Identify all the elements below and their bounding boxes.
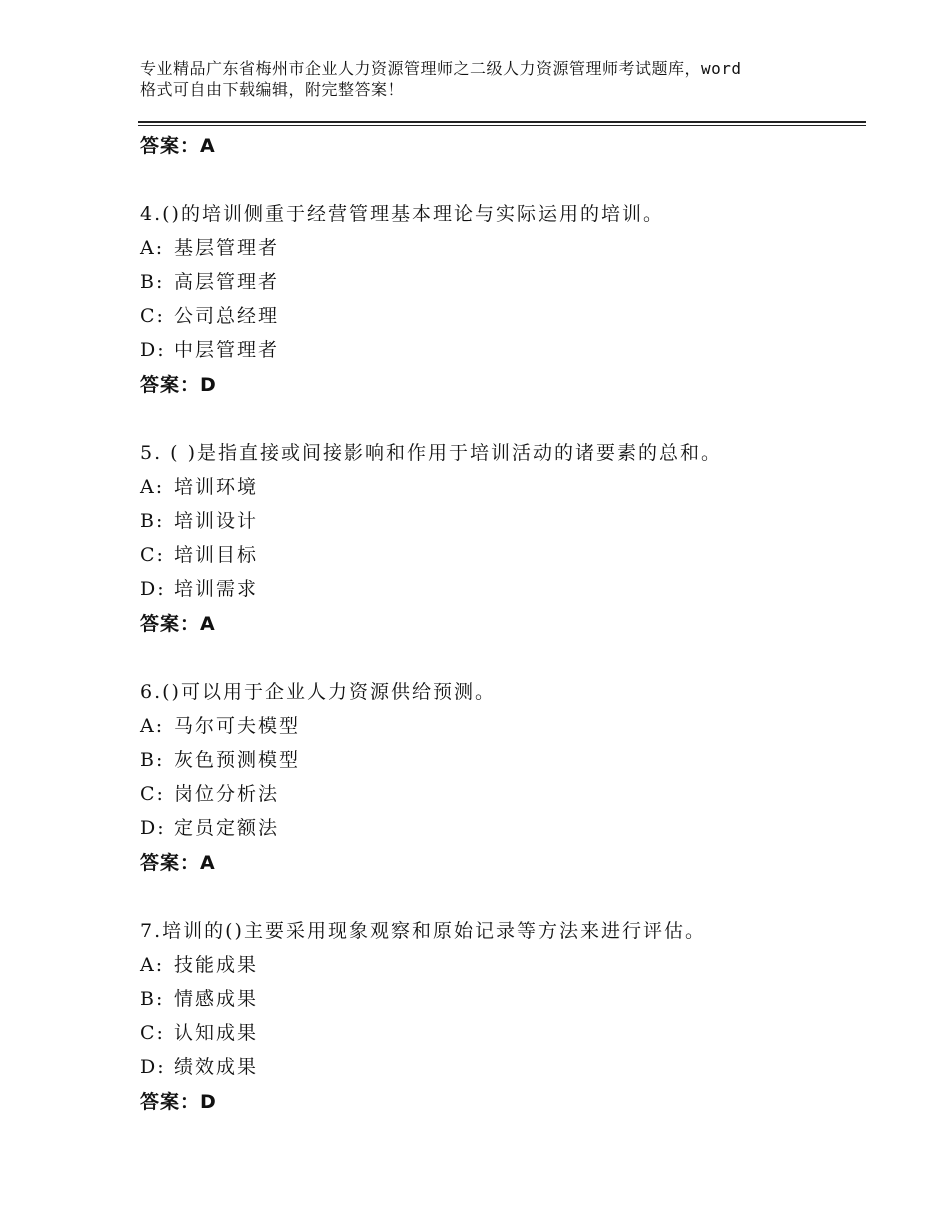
question-5-answer: 答案：A xyxy=(140,613,216,635)
question-5-option-d xyxy=(140,574,258,601)
option-key: D: xyxy=(140,339,166,361)
question-6-answer: 答案：A xyxy=(140,852,216,874)
question-4: 4.()的培训侧重于经营管理基本理论与实际运用的培训。 xyxy=(140,203,664,225)
option-key: C: xyxy=(140,305,165,327)
question-4-option-d xyxy=(140,335,279,362)
header-rule-thin xyxy=(138,125,866,126)
question-5-option-a xyxy=(140,472,258,499)
question-4-option-b xyxy=(140,267,279,294)
option-key: B: xyxy=(140,749,165,771)
question-7: 7.培训的()主要采用现象观察和原始记录等方法来进行评估。 xyxy=(140,920,706,942)
header-rule-thick xyxy=(138,121,866,123)
option-key: B: xyxy=(140,510,165,532)
document-header xyxy=(140,58,830,100)
option-text: 基层管理者 xyxy=(174,237,280,259)
option-text: 绩效成果 xyxy=(174,1056,259,1078)
question-7-option-b xyxy=(140,984,258,1011)
question-6-option-b xyxy=(140,745,300,772)
option-text: 培训目标 xyxy=(174,544,259,566)
question-5-option-b xyxy=(140,506,258,533)
question-5-option-c xyxy=(140,540,258,567)
option-text: 高层管理者 xyxy=(174,271,280,293)
question-4-option-c xyxy=(140,301,279,328)
question-6-option-d xyxy=(140,813,279,840)
option-text: 公司总经理 xyxy=(174,305,280,327)
option-text: 中层管理者 xyxy=(174,339,280,361)
question-6-option-a xyxy=(140,711,300,738)
option-text: 技能成果 xyxy=(174,954,259,976)
option-key: C: xyxy=(140,1022,165,1044)
option-text: 马尔可夫模型 xyxy=(174,715,301,737)
question-7-option-d xyxy=(140,1052,258,1079)
question-7-option-c xyxy=(140,1018,258,1045)
option-key: D: xyxy=(140,817,166,839)
option-text: 情感成果 xyxy=(174,988,259,1010)
option-text: 培训环境 xyxy=(174,476,259,498)
header-line-2: 格式可自由下载编辑，附完整答案！ xyxy=(140,80,405,99)
previous-answer: 答案：A xyxy=(140,135,216,157)
header-line-1: 专业精品广东省梅州市企业人力资源管理师之二级人力资源管理师考试题库，word xyxy=(140,59,742,78)
option-key: C: xyxy=(140,544,165,566)
option-key: B: xyxy=(140,988,165,1010)
question-6-option-c xyxy=(140,779,279,806)
option-key: D: xyxy=(140,578,166,600)
question-7-answer: 答案：D xyxy=(140,1091,217,1113)
question-6: 6.()可以用于企业人力资源供给预测。 xyxy=(140,681,496,703)
option-text: 培训设计 xyxy=(174,510,259,532)
option-key: D: xyxy=(140,1056,166,1078)
option-text: 培训需求 xyxy=(174,578,259,600)
option-text: 认知成果 xyxy=(174,1022,259,1044)
option-text: 灰色预测模型 xyxy=(174,749,301,771)
option-key: A: xyxy=(140,954,165,976)
question-4-option-a xyxy=(140,233,279,260)
option-key: A: xyxy=(140,715,165,737)
question-4-answer: 答案：D xyxy=(140,374,217,396)
option-key: C: xyxy=(140,783,165,805)
option-key: A: xyxy=(140,237,165,259)
question-5: 5. ( )是指直接或间接影响和作用于培训活动的诸要素的总和。 xyxy=(140,442,723,464)
option-text: 岗位分析法 xyxy=(174,783,280,805)
option-key: B: xyxy=(140,271,165,293)
option-text: 定员定额法 xyxy=(174,817,280,839)
question-7-option-a xyxy=(140,950,258,977)
option-key: A: xyxy=(140,476,165,498)
